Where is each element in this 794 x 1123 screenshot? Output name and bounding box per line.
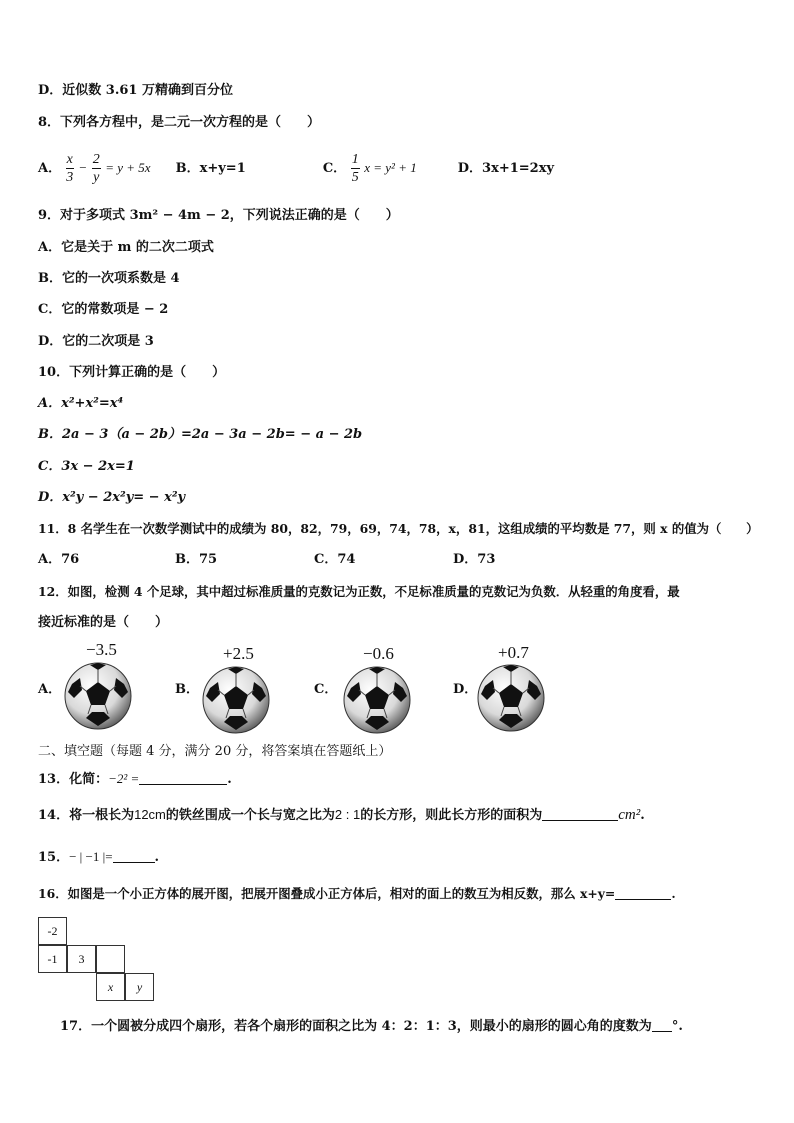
- q12-option-a-value: −3.5: [86, 640, 117, 659]
- q12-option-d-label: D．: [453, 682, 478, 697]
- q12-option-b-value: +2.5: [223, 644, 254, 663]
- football-d-icon: [477, 664, 545, 732]
- q8-a-fraction1: $\frac{x}{3}$: [66, 152, 74, 185]
- q17-answer-blank[interactable]: [652, 1019, 672, 1032]
- q10-option-d: D．x²y − 2x²y= − x²y: [38, 490, 186, 505]
- cube-net-diagram: [38, 917, 158, 1005]
- q8-c-rest: x = y² + 1: [364, 160, 417, 175]
- q10-option-c: C．3x − 2x=1: [38, 459, 135, 474]
- q17: 17．一个圆被分成四个扇形，若各个扇形的面积之比为 4：2：1：3，则最小的扇形的圆心角的度数为 °.: [60, 1019, 683, 1034]
- q8-a-label: A．: [38, 161, 62, 176]
- football-c-icon: [343, 666, 411, 734]
- q16: 16．如图是一个小正方体的展开图，把展开图叠成小正方体后，相对的面上的数互为相反数，那么 x+y= .: [38, 886, 676, 901]
- q13-answer-blank[interactable]: [139, 772, 227, 785]
- q8-a-rest: = y + 5x: [105, 160, 151, 175]
- q8-a-fraction2: $\frac{2}{y}$: [92, 152, 100, 185]
- q12-option-c-value: −0.6: [363, 644, 394, 663]
- football-a-icon: [64, 662, 132, 730]
- q14: 14．将一根长为12cm的铁丝围成一个长与宽之比为2 : 1的长方形，则此长方形的面积为 cm².: [38, 807, 645, 823]
- q12-option-d-value: +0.7: [498, 643, 529, 662]
- q8-option-d: D．3x+1=2xy: [457, 161, 555, 176]
- q14-answer-blank[interactable]: [542, 808, 618, 821]
- net-cell-r3c4: y: [125, 973, 154, 1001]
- q15-answer-blank[interactable]: [113, 850, 155, 863]
- q12-option-b-label: B．: [175, 682, 199, 697]
- q16-answer-blank[interactable]: [615, 887, 671, 900]
- q12-stem-line1: 12．如图，检测 4 个足球，其中超过标准质量的克数记为正数，不足标准质量的克数记为负数．从轻重的角度看，最: [38, 584, 680, 599]
- q8-c-label: C．: [322, 161, 347, 176]
- q8-option-b: B．x+y=1: [175, 161, 246, 176]
- q11-option-a: A．76: [38, 552, 80, 567]
- q8-options: [38, 148, 554, 189]
- q12-option-a-label: A．: [38, 682, 62, 697]
- q9-option-d: D．它的二次项是 3: [38, 334, 154, 349]
- q13: 13．化简：−2² = .: [38, 771, 232, 787]
- q8-c-fraction: $\frac{1}{5}$: [351, 152, 359, 185]
- q8-a-minus: −: [78, 160, 88, 175]
- q9-option-c: C．它的常数项是 − 2: [38, 302, 169, 317]
- q10-option-a: A．x²+x²=x⁴: [38, 396, 124, 411]
- q9-stem: 9．对于多项式 3m² − 4m − 2，下列说法正确的是（ ）: [38, 208, 399, 223]
- q12-option-c-label: C．: [314, 682, 338, 697]
- q9-option-a: A．它是关于 m 的二次二项式: [38, 240, 214, 255]
- net-cell-r3c3: x: [96, 973, 125, 1001]
- q8-stem: 8．下列各方程中，是二元一次方程的是（ ）: [38, 115, 321, 130]
- q11-option-b: B．75: [175, 552, 218, 567]
- q11-option-c: C．74: [314, 552, 356, 567]
- q15: 15．− | −1 |= .: [38, 849, 160, 865]
- q10-option-b: B．2a − 3（a − 2b）=2a − 3a − 2b= − a − 2b: [38, 427, 363, 442]
- section-fill-in-blank-heading: 二、填空题（每题 4 分，满分 20 分，将答案填在答题纸上）: [38, 744, 392, 759]
- net-cell-r2c3: [96, 945, 125, 973]
- football-b-icon: [202, 666, 270, 734]
- net-cell-r1c1: -2: [38, 917, 67, 945]
- q9-option-b: B．它的一次项系数是 4: [38, 271, 180, 286]
- q11-stem: 11．8 名学生在一次数学测试中的成绩为 80，82，79，69，74，78，x，81，这组成绩的平均数是 77，则 x 的值为（ ）: [38, 521, 759, 536]
- net-cell-r2c2: 3: [67, 945, 96, 973]
- q11-option-d: D．73: [453, 552, 496, 567]
- q7-option-d: D．近似数 3.61 万精确到百分位: [38, 83, 233, 98]
- q10-stem: 10．下列计算正确的是（ ）: [38, 365, 226, 380]
- net-cell-r2c1: -1: [38, 945, 67, 973]
- q12-stem-line2: 接近标准的是（ ）: [38, 615, 169, 630]
